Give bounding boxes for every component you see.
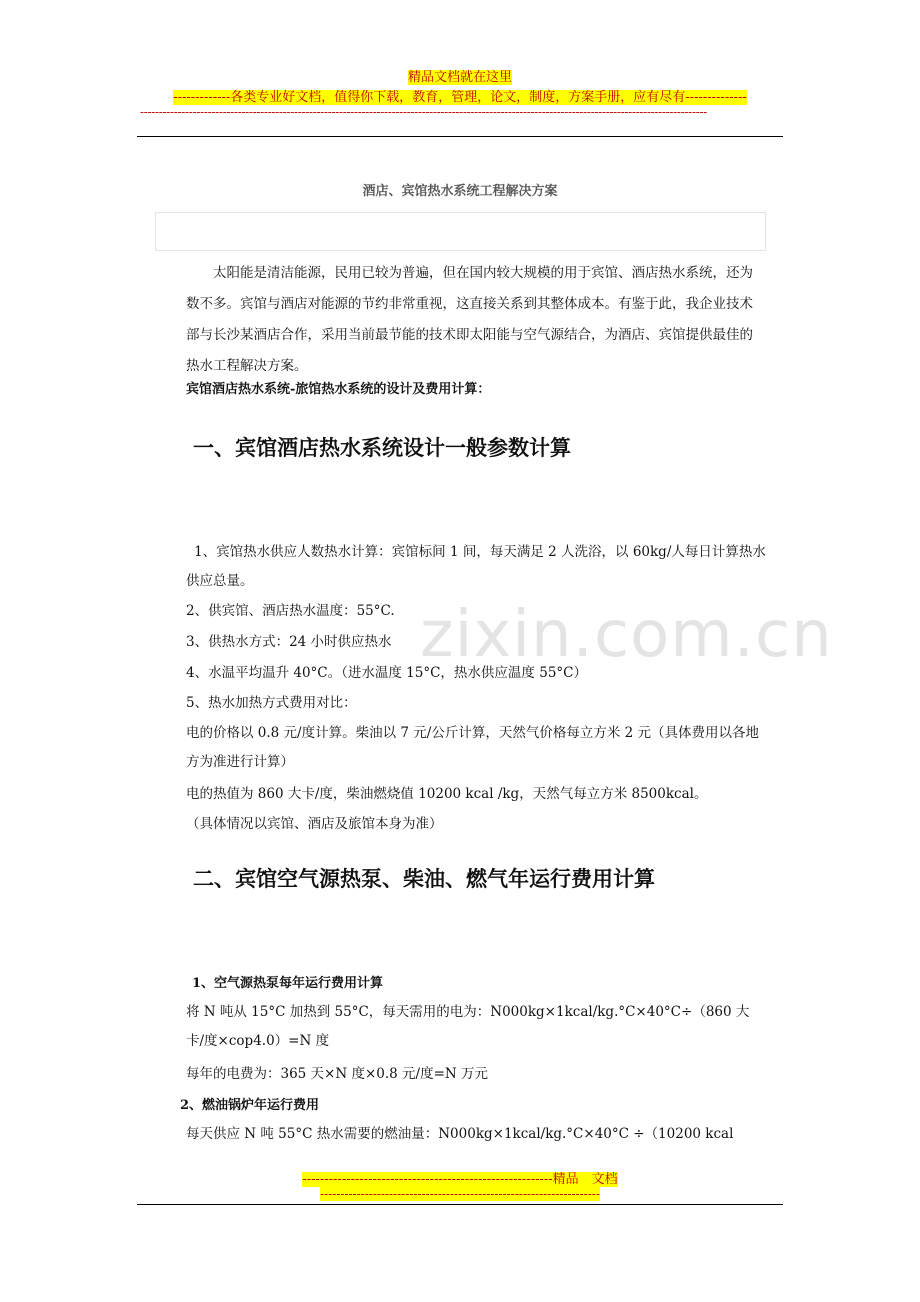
- footer-dash-line: ---------------------------------------------------------------------: [320, 1187, 600, 1201]
- footer-divider: [137, 1204, 783, 1205]
- heat-pump-calc: 将 N 吨从 15°C 加热到 55°C，每天需用的电为：N000kg×1kcal/kg.°C×40°C÷（860 大卡/度×cop4.0）=N 度: [186, 1004, 750, 1049]
- param-item-5: 5、热水加热方式费用对比：: [186, 695, 357, 711]
- header-tagline: -------------各类专业好文档，值得你下载，教育，管理，论文，制度，方案手册，应有尽有--------------: [173, 90, 747, 105]
- param-item-4: 4、水温平均温升 40°C。（进水温度 15°C，热水供应温度 55°C）: [186, 665, 587, 681]
- header-dash-line: -------------------------------------------------------------------------------------------------------------------------------------------------------: [140, 105, 707, 119]
- heat-value-note: 电的热值为 860 大卡/度，柴油燃烧值 10200 kcal /kg，天然气每立方米 8500kcal。: [186, 786, 708, 802]
- specific-note: （具体情况以宾馆、酒店及旅馆本身为准）: [186, 816, 443, 832]
- section-two-heading: 二、宾馆空气源热泵、柴油、燃气年运行费用计算: [193, 866, 655, 891]
- watermark: zixin.com.cn: [420, 598, 833, 672]
- param-item-3: 3、供热水方式：24 小时供应热水: [186, 634, 392, 650]
- header-title: 精品文档就在这里: [407, 70, 512, 85]
- intro-paragraph: 太阳能是清洁能源，民用已较为普遍，但在国内较大规模的用于宾馆、酒店热水系统，还为数不多。宾馆与酒店对能源的节约非常重视，这直接关系到其整体成本。有鉴于此，我企业技术部与长沙某酒店合作，采用当前最节能的技术即太阳能与空气源结合，为酒店、宾馆提供最佳的热水工程解决方案。: [186, 265, 753, 374]
- price-note: 电的价格以 0.8 元/度计算。柴油以 7 元/公斤计算，天然气价格每立方米 2 元（具体费用以各地方为准进行计算）: [186, 725, 759, 770]
- empty-frame: [155, 212, 766, 251]
- param-item-1: 1、宾馆热水供应人数热水计算：宾馆标间 1 间，每天满足 2 人洗浴，以 60kg/人每日计算热水供应总量。: [186, 544, 766, 589]
- annual-electric-cost: 每年的电费为：365 天×N 度×0.8 元/度=N 万元: [186, 1066, 489, 1082]
- footer-label: ---------------------------------------------------------精品 文档: [302, 1172, 618, 1187]
- document-title: 酒店、宾馆热水系统工程解决方案: [362, 184, 558, 199]
- section-one-heading: 一、宾馆酒店热水系统设计一般参数计算: [193, 435, 571, 460]
- header-divider: [137, 136, 783, 137]
- oil-boiler-calc: 每天供应 N 吨 55°C 热水需要的燃油量：N000kg×1kcal/kg.°C×40°C ÷（10200 kcal: [186, 1126, 734, 1142]
- param-item-2: 2、供宾馆、酒店热水温度：55°C.: [186, 603, 395, 619]
- heat-pump-subheading: 1、空气源热泵每年运行费用计算: [192, 976, 384, 991]
- oil-boiler-subheading: 2、燃油锅炉年运行费用: [180, 1098, 320, 1113]
- design-subheading: 宾馆酒店热水系统-旅馆热水系统的设计及费用计算：: [186, 382, 491, 397]
